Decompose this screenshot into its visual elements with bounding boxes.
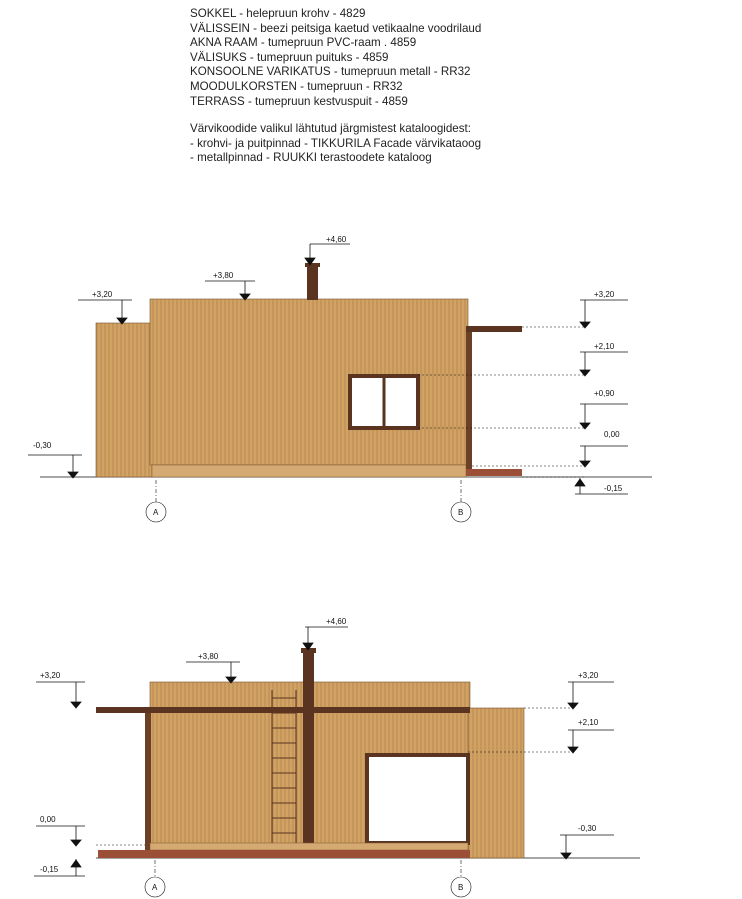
- elevation-1: [28, 235, 652, 522]
- level-canopy-left: +3,20: [40, 671, 61, 680]
- corner-post: [466, 332, 472, 470]
- plinth: [150, 843, 468, 850]
- axis-label-b: B: [458, 508, 464, 517]
- main-wall: [150, 299, 468, 465]
- axis-label-a: A: [153, 508, 159, 517]
- level-ground-left: -0,30: [33, 441, 52, 450]
- axis-label-a: A: [152, 883, 158, 892]
- legend-line-valisuks: VÄLISUKS - tumepruun puituks - 4859: [190, 50, 389, 64]
- level-floor: 0,00: [604, 430, 620, 439]
- legend-line-terrass: TERRASS - tumepruun kestvuspuit - 4859: [190, 94, 408, 108]
- chimney: [303, 652, 314, 848]
- level-ground-right: -0,30: [578, 824, 597, 833]
- elevation-2: [34, 617, 640, 897]
- level-ground-left: -0,15: [40, 865, 59, 874]
- terrace: [466, 469, 522, 476]
- legend-catalog-intro: Värvikoodide valikul lähtutud järgmistest kataloogidest:: [190, 122, 471, 136]
- level-chimney-top: +4,60: [326, 617, 347, 626]
- window: [350, 376, 418, 428]
- level-floor: 0,00: [40, 815, 56, 824]
- chimney-cap: [305, 263, 320, 267]
- canopy: [96, 707, 470, 713]
- level-window-top: +2,10: [594, 342, 615, 351]
- terrace: [98, 850, 470, 858]
- legend-catalog-ruukki: - metallpinnad - RUUKKI terastoodete kataloog: [190, 151, 432, 165]
- axis-label-b: B: [458, 883, 464, 892]
- level-door-top: +2,10: [578, 718, 599, 727]
- level-window-sill: +0,90: [594, 389, 615, 398]
- legend-catalog-tikkurila: - krohvi- ja puitpinnad - TIKKURILA Facade värvikataoog: [190, 136, 482, 150]
- legend-line-valissein: VÄLISSEIN - beezi peitsiga kaetud vetikaalne voodrilaud: [190, 21, 482, 35]
- chimney: [307, 266, 318, 300]
- legend-line-akna-raam: AKNA RAAM - tumepruun PVC-raam . 4859: [190, 36, 417, 50]
- level-ground-right: -0,15: [604, 484, 623, 493]
- legend-line-sokkel: SOKKEL - helepruun krohv - 4829: [190, 7, 366, 20]
- level-canopy-right: +3,20: [594, 290, 615, 299]
- legend-line-varikatus: KONSOOLNE VARIKATUS - tumepruun metall - RR32: [190, 65, 471, 79]
- level-roof-low-left: +3,20: [92, 290, 113, 299]
- canopy: [466, 326, 522, 332]
- level-roof-right: +3,20: [578, 671, 599, 680]
- door-opening: [367, 755, 468, 843]
- plinth: [152, 465, 466, 477]
- level-roof-main: +3,80: [198, 652, 219, 661]
- low-wall-block: [468, 708, 524, 858]
- low-wall-block: [96, 323, 152, 477]
- level-roof-main: +3,80: [213, 271, 234, 280]
- legend-line-korsten: MOODULKORSTEN - tumepruun - RR32: [190, 79, 403, 93]
- corner-post: [145, 708, 151, 850]
- level-chimney-top: +4,60: [326, 235, 347, 244]
